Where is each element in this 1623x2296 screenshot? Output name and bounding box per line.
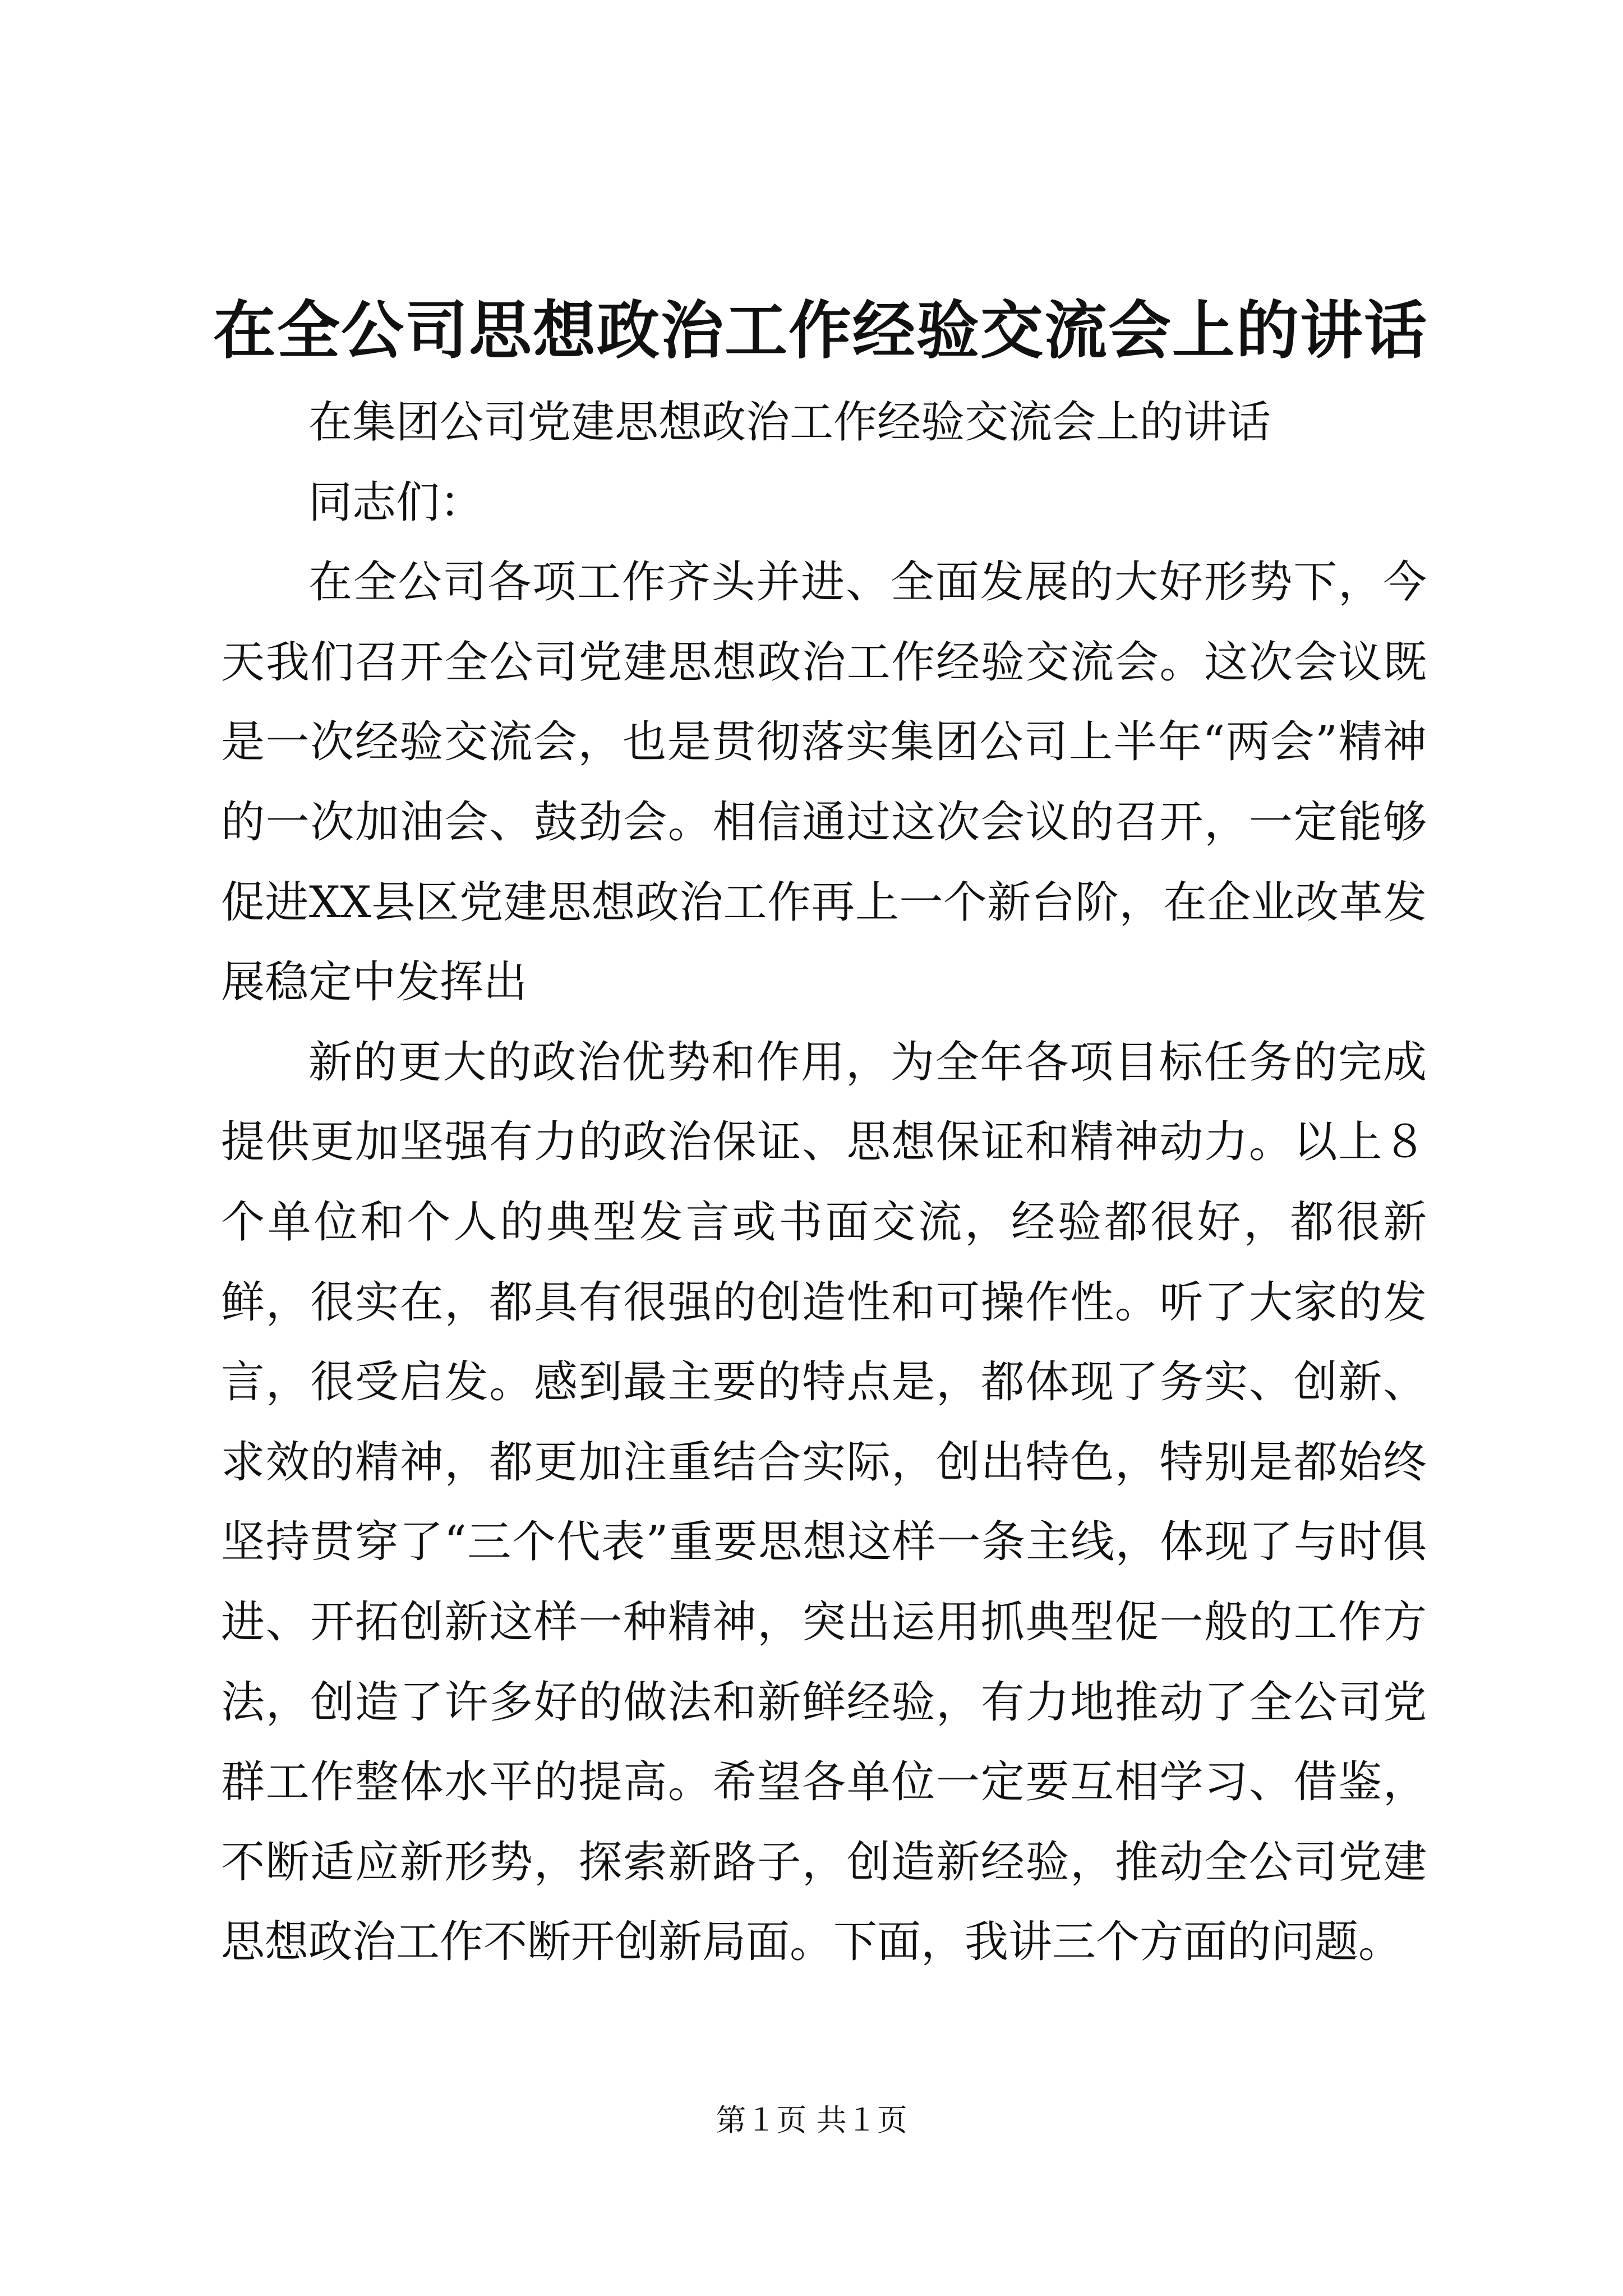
subtitle-paragraph: 在集团公司党建思想政治工作经验交流会上的讲话 xyxy=(308,397,1271,448)
body-paragraph: 新的更大的政治优势和作用，为全年各项目标任务的完成提供更加坚强有力的政治保证、思想保证和精神动力。以上８个单位和个人的典型发言或书面交流，经验都很好，都很新鲜，很实在，都具有很强的创造性和可操作性。听了大家的发言，很受启发。感到最主要的特点是，都体现了务实、创新、求效的精神，都更加注重结合实际，创出特色，特别是都始终坚持贯穿了“三个代表”重要思想这样一条主线，体现了与时俱进、开拓创新这样一种精神，突出运用抓典型促一般的工作方法，创造了许多好的做法和新鲜经验，有力地推动了全公司党群工作整体水平的提高。希望各单位一定要互相学习、借鉴，不断适应新形势，探索新路子，创造新经验，推动全公司党建思想政治工作不断开创新局面。下面，我讲三个方面的问题。 xyxy=(221,1037,1427,1968)
salutation-paragraph: 同志们： xyxy=(308,477,484,528)
body-paragraph: 在全公司各项工作齐头并进、全面发展的大好形势下，今天我们召开全公司党建思想政治工作经验交流会。这次会议既是一次经验交流会，也是贯彻落实集团公司上半年“两会”精神的一次加油会、鼓劲会。相信通过这次会议的召开，一定能够促进XX县区党建思想政治工作再上一个新台阶，在企业改革发展稳定中发挥出 xyxy=(221,557,1427,1008)
document-body xyxy=(221,383,1427,1982)
document-title: 在全公司思想政治工作经验交流会上的讲话 xyxy=(213,294,1428,367)
page-number-footer: 第１页 共１页 xyxy=(716,2102,907,2138)
